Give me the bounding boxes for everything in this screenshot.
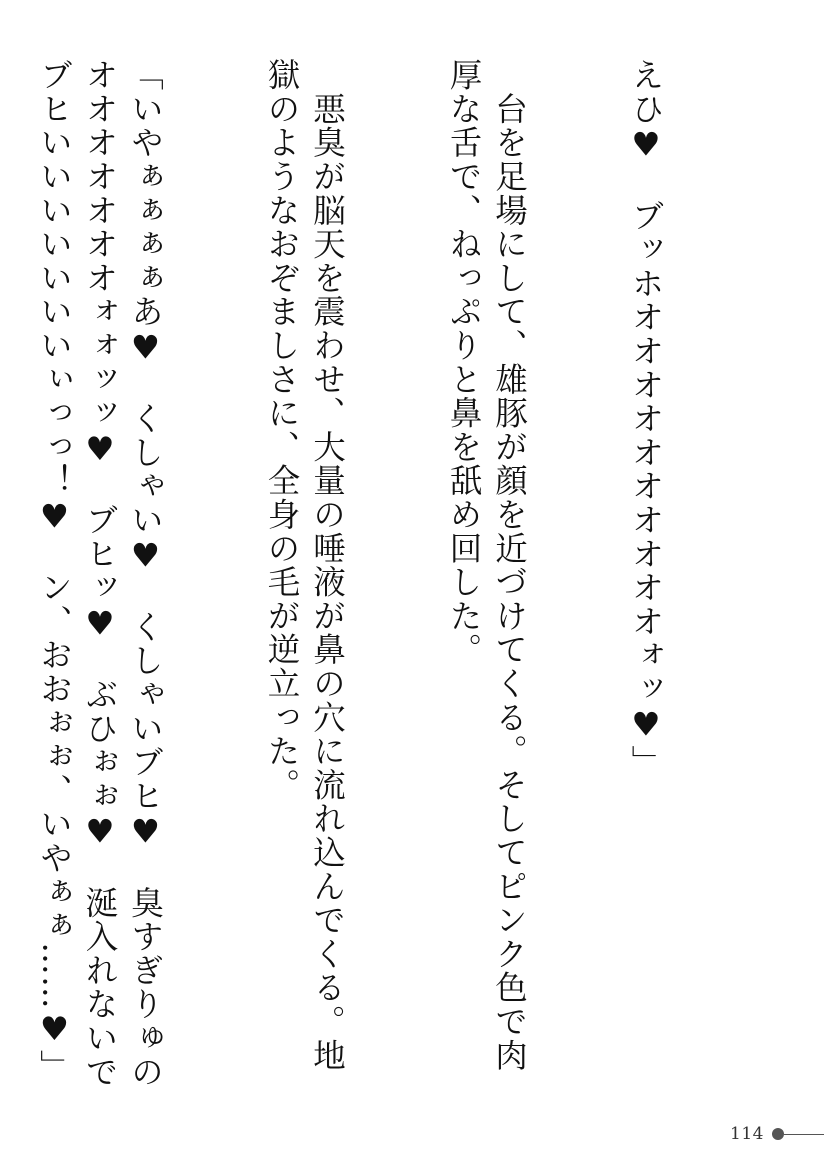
paragraph: 悪臭が脳天を震わせ、大量の唾液が鼻の穴に流れ込んでくる。地獄のようなおぞましさに、全身の毛が逆立った。 (263, 58, 347, 1072)
page-marker-rule (784, 1134, 824, 1135)
page-footer (730, 1122, 824, 1146)
vertical-text-body (35, 58, 759, 1098)
page-number: 114 (730, 1124, 764, 1144)
page-marker-dot-icon (772, 1128, 784, 1140)
paragraph: 台を足場にして、雄豚が顔を近づけてくる。そしてピンク色で肉厚な舌で、ねっぷりと鼻を舐め回した。 (445, 58, 529, 1072)
paragraph: 「いやぁぁぁぁあ♥ くしゃい♥ くしゃいブヒ♥ 臭すぎりゅのオオオオオオオォォッッ♥ ブヒッ♥ ぶひぉぉ♥ 涎入れないでブヒいいいいいいいぃっっ！♥ ン、おおぉぉ、いやぁぁ……♥」 (35, 58, 165, 1089)
paragraph: えひ♥ ブッホオオオオオオオオオオォッ♥」 (627, 58, 665, 779)
